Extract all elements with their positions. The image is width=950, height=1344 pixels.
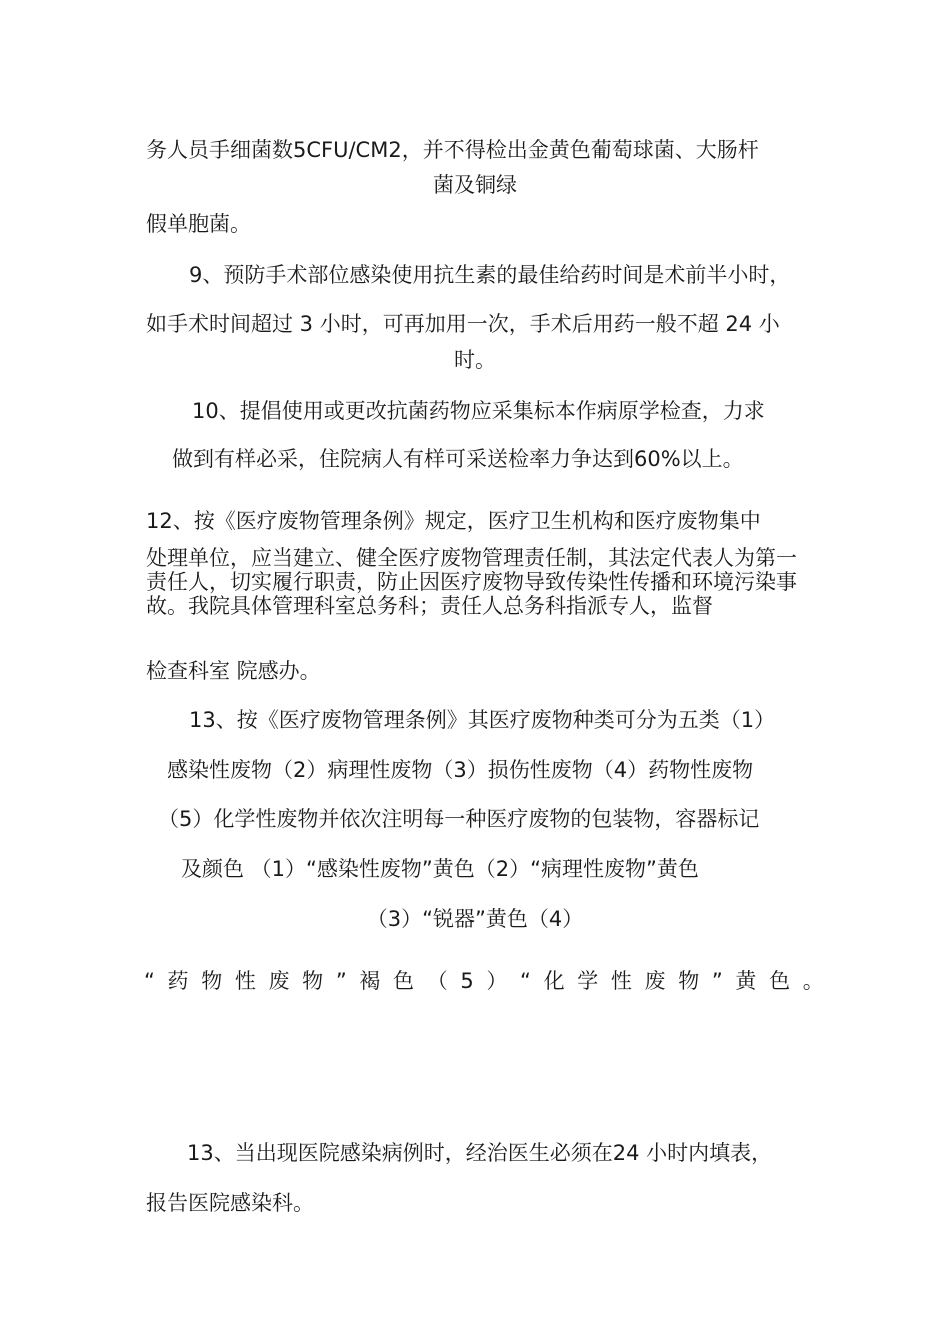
char-16: 废 xyxy=(644,969,666,993)
char-9: （ xyxy=(426,969,448,993)
char-7: 褐 xyxy=(359,969,381,993)
para-13-line-4: 及颜色 （1）“感染性废物”黄色（2）“病理性废物”黄色 xyxy=(181,857,699,881)
char-15: 性 xyxy=(610,969,632,993)
char-4: 废 xyxy=(268,969,290,993)
para-12-line-1: 12、按《医疗废物管理条例》规定，医疗卫生机构和医疗废物集中 xyxy=(146,509,761,533)
para-13b-line-1: 13、当出现医院感染病例时，经治医生必须在24 小时内填表， xyxy=(187,1141,773,1165)
char-19: 黄 xyxy=(735,969,757,993)
char-12: “ xyxy=(520,969,531,993)
char-14: 学 xyxy=(577,969,599,993)
para-9-line-1: 9、预防手术部位感染使用抗生素的最佳给药时间是术前半小时， xyxy=(189,263,791,287)
para-13-line-2: 感染性废物（2）病理性废物（3）损伤性废物（4）药物性废物 xyxy=(167,758,754,782)
char-8: 色 xyxy=(393,969,415,993)
char-0: “ xyxy=(144,969,155,993)
char-3: 性 xyxy=(234,969,256,993)
char-1: 药 xyxy=(167,969,189,993)
char-17: 物 xyxy=(678,969,700,993)
char-5: 物 xyxy=(302,969,324,993)
para-12-last-line: 检查科室 院感办。 xyxy=(146,659,321,683)
char-11: ） xyxy=(486,969,508,993)
para-13-line-1: 13、按《医疗废物管理条例》其医疗废物种类可分为五类（1） xyxy=(189,708,776,732)
para-10-line-2: 做到有样必采，住院病人有样可采送检率力争达到60%以上。 xyxy=(172,447,744,471)
para-10-line-1: 10、提倡使用或更改抗菌药物应采集标本作病原学检查，力求 xyxy=(192,399,765,423)
char-18: ” xyxy=(711,969,723,993)
para-9-line-2: 如手术时间超过 3 小时，可再加用一次，手术后用药一般不超 24 小 xyxy=(146,312,780,336)
para-9-line-3: 时。 xyxy=(454,348,496,372)
char-6: ” xyxy=(335,969,347,993)
para-13b-line-2: 报告医院感染科。 xyxy=(146,1191,314,1215)
char-20: 色 xyxy=(769,969,791,993)
para-1-line-3: 假单胞菌。 xyxy=(146,212,251,236)
char-13: 化 xyxy=(543,969,565,993)
para-13-line-6 xyxy=(144,968,824,994)
para-13-line-3: （5）化学性废物并依次注明每一种医疗废物的包装物，容器标记 xyxy=(158,807,760,831)
char-21: 。 xyxy=(802,969,824,993)
para-12-block: 处理单位，应当建立、健全医疗废物管理责任制，其法定代表人为第一责任人，切实履行职责，防止因医疗废物导致传染性传播和环境污染事故。我院具体管理科室总务科；责任人总务科指派专人，监督 xyxy=(146,546,797,618)
char-10: 5 xyxy=(460,969,474,993)
para-1-line-1: 务人员手细菌数5CFU/CM2，并不得检出金黄色葡萄球菌、大肠杆 xyxy=(146,138,759,162)
char-2: 物 xyxy=(201,969,223,993)
para-1-line-2: 菌及铜绿 xyxy=(433,173,517,197)
para-13-line-5: （3）“锐器”黄色（4） xyxy=(366,907,584,931)
